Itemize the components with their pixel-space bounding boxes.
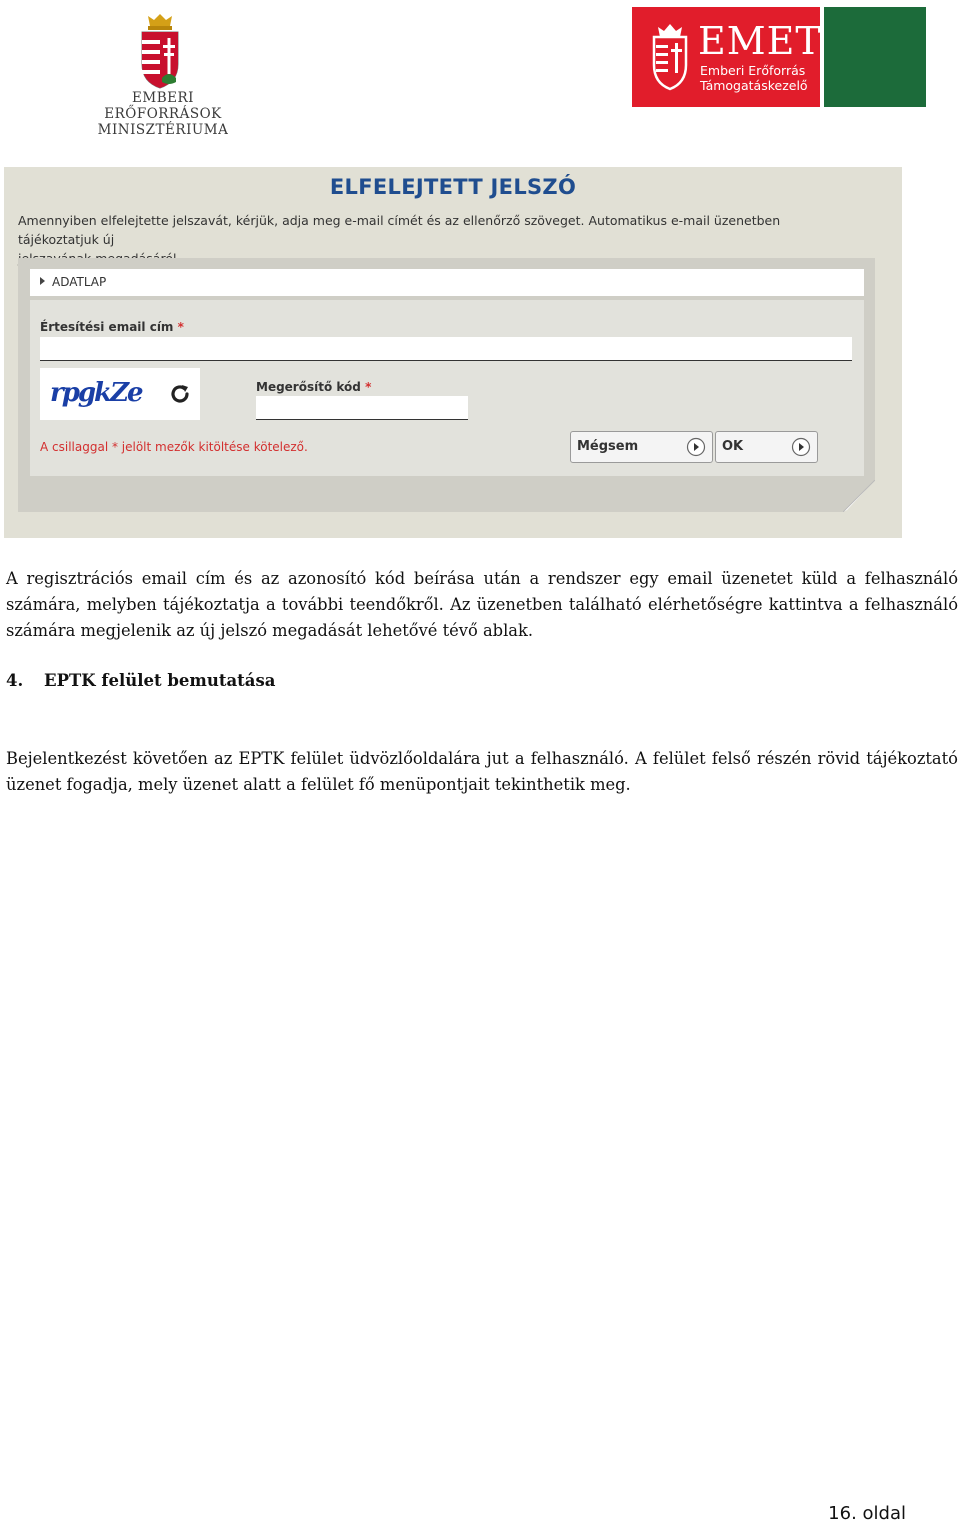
section-heading [6,671,275,690]
caret-right-icon [40,277,45,285]
emet-crest-icon [652,21,688,91]
form-section-label: ADATLAP [52,275,107,289]
form-title: ELFELEJTETT JELSZÓ [329,175,577,199]
emet-logo-green-block [824,7,926,107]
ministry-logo [78,10,248,138]
paragraph-eptk-intro: Bejelentkezést követően az EPTK felület üdvözlőoldalára jut a felhasználó. A felület felső részén rövid tájékoztató üzenet fogadja, mely üzenet alatt a felület fő menüpontjait tekinthetik meg. [6,749,958,794]
cancel-button-label: Mégsem [577,439,639,454]
code-label-text: Megerősítő kód [256,380,361,394]
circle-arrow-right-icon [686,437,706,457]
form-body [30,300,864,476]
captcha-image [40,368,200,420]
refresh-icon[interactable] [168,382,192,406]
form-intro-line1: Amennyiben elfelejtette jelszavát, kérjük, adja meg e-mail címét és az ellenőrző szöveget. Automatikus e-mail üzenetben tájékoztatjuk új [18,213,781,247]
cancel-button[interactable] [570,431,713,463]
emet-logo-red-block [632,7,820,107]
ministry-name-line1: EMBERI ERŐFORRÁSOK [104,90,222,122]
emet-subtitle [700,63,808,93]
code-field-label [256,380,371,394]
email-field-label [40,320,184,334]
ministry-name [78,90,248,138]
email-field[interactable] [40,337,852,361]
hungarian-coat-of-arms-icon [138,12,182,90]
paragraph-email-instructions: A regisztrációs email cím és az azonosító kód beírása után a rendszer egy email üzenetet küld a felhasználó számára, melyben tájékoztatja a további teendőkről. Az üzenetben található elérhetőségre kattintva a felhasználó számára megjelenik az új jelszó megadását lehetővé tévő ablak. [6,569,958,640]
page-curl-icon [843,480,875,512]
required-asterisk: * [177,320,184,334]
required-asterisk: * [365,380,372,394]
form-section-header[interactable] [30,269,864,296]
required-fields-note: A csillaggal * jelölt mezők kitöltése kötelező. [40,440,308,454]
emet-name: EMET [698,19,822,63]
emet-subtitle-line2: Támogatáskezelő [700,78,808,93]
emet-logo [632,7,926,107]
ok-button[interactable] [715,431,818,463]
section-title: EPTK felület bemutatása [44,671,276,690]
form-frame [18,258,875,512]
section-number: 4. [6,671,24,690]
page-number: 16. oldal [828,1503,906,1522]
email-label-text: Értesítési email cím [40,320,174,334]
emet-subtitle-line1: Emberi Erőforrás [700,63,806,78]
ok-button-label: OK [722,439,744,454]
circle-arrow-right-icon [791,437,811,457]
captcha-text: rpgkZe [50,378,142,408]
forgotten-password-screenshot [4,167,902,538]
verification-code-input[interactable] [256,396,468,420]
ministry-name-line2: MINISZTÉRIUMA [97,122,229,138]
